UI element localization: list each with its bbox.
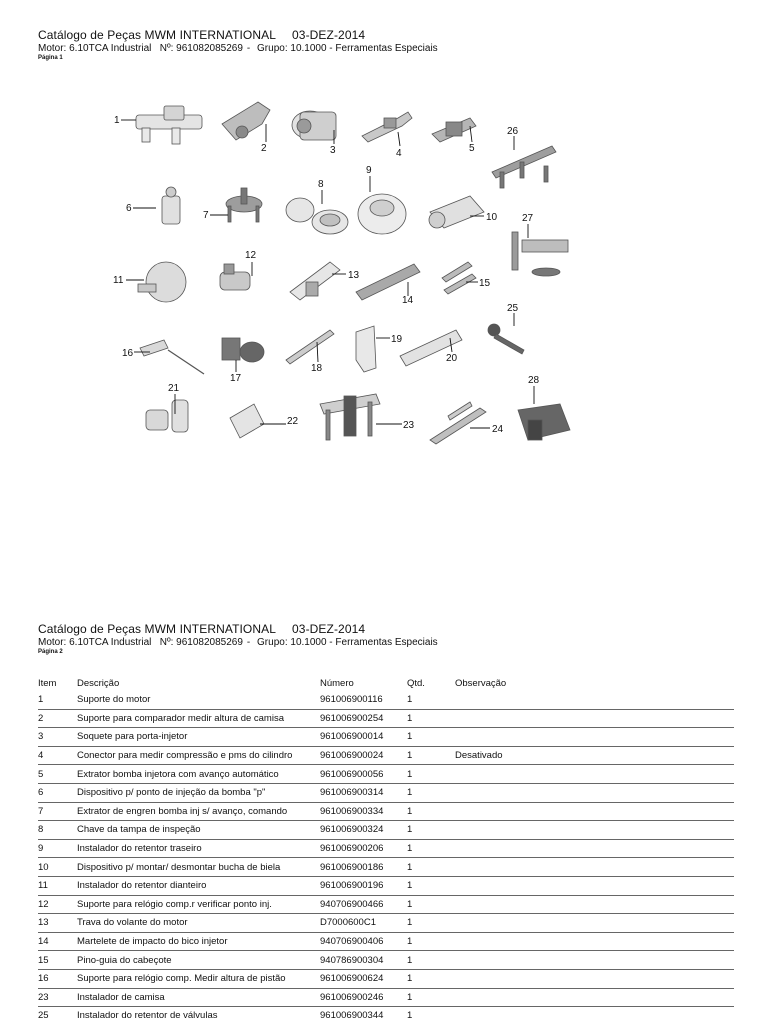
cell-qtd: 1 [407,839,455,858]
page2-header [38,622,438,655]
header-qtd: Qtd. [407,678,425,689]
tool-15-drawing [442,262,476,294]
cell-obs [455,876,734,895]
cell-qtd: 1 [407,691,455,709]
cell-item: 15 [38,951,77,970]
cell-item: 9 [38,839,77,858]
catalog-subtitle [38,637,438,648]
cell-item: 1 [38,691,77,709]
tool-13-drawing [290,262,340,300]
cell-descricao: Suporte para relógio comp. Medir altura de pistão [77,969,320,988]
cell-obs [455,802,734,821]
cell-descricao: Suporte do motor [77,691,320,709]
tool-16-drawing [140,340,204,374]
callout-27: 27 [522,213,534,224]
tool-9-drawing [358,194,406,234]
cell-descricao: Instalador de camisa [77,988,320,1007]
callout-4: 4 [396,148,402,159]
page-number: Página 2 [38,649,63,655]
cell-item: 4 [38,746,77,765]
cell-descricao: Instalador do retentor de válvulas [77,1010,218,1022]
tool-17-drawing [222,338,264,362]
callout-22: 22 [287,416,299,427]
tool-25-drawing [488,324,524,354]
callout-23: 23 [403,420,415,431]
cell-qtd: 1 [407,914,455,933]
table-row [38,765,734,784]
tool-12-drawing [220,264,250,290]
cell-numero: 961006900014 [320,728,407,747]
catalog-date: 03-DEZ-2014 [292,622,366,636]
cell-item: 8 [38,821,77,840]
header-obs: Observação [455,678,507,689]
table-row [38,746,734,765]
cell-qtd: 1 [407,969,455,988]
cell-numero: 961006900324 [320,821,407,840]
cell-descricao: Suporte para comparador medir altura de camisa [77,709,320,728]
cell-item: 11 [38,876,77,895]
cell-obs [455,969,734,988]
tool-5-drawing [432,118,476,142]
separator: - [246,637,251,648]
callout-24: 24 [492,424,504,435]
table-row [38,802,734,821]
cell-obs [455,858,734,877]
cell-obs [455,728,734,747]
callout-26: 26 [507,126,519,137]
callout-20: 20 [446,353,458,364]
table-row [38,858,734,877]
callout-13: 13 [348,270,360,281]
cell-obs [455,709,734,728]
cell-numero: 961006900344 [320,1010,384,1022]
cell-qtd: 1 [407,895,455,914]
cell-numero: 961006900246 [320,988,407,1007]
grupo-label: Grupo: 10.1000 - Ferramentas Especiais [257,637,438,648]
motor-label: Motor: 6.10TCA Industrial [38,637,152,648]
header-numero: Número [320,678,354,689]
tool-23-drawing [320,394,380,440]
tool-26-drawing [492,146,556,188]
cell-descricao: Extrator bomba injetora com avanço automático [77,765,320,784]
cell-descricao: Extrator de engren bomba inj s/ avanço, comando [77,802,320,821]
cell-numero: 961006900024 [320,746,407,765]
callout-10: 10 [486,212,498,223]
cell-descricao: Instalador do retentor dianteiro [77,876,320,895]
catalog-title [38,622,438,636]
cell-descricao: Trava do volante do motor [77,914,320,933]
cell-numero: 961006900334 [320,802,407,821]
cell-numero: 961006900056 [320,765,407,784]
table-header-row [38,676,734,691]
cell-qtd: 1 [407,821,455,840]
cell-obs [455,914,734,933]
tool-10-drawing [429,196,484,228]
cell-obs [455,951,734,970]
cell-numero: D7000600C1 [320,914,407,933]
cell-obs [455,691,734,709]
callout-28: 28 [528,375,540,386]
callout-3: 3 [330,145,336,156]
cell-qtd: 1 [407,709,455,728]
cell-qtd: 1 [407,728,455,747]
cell-item: 2 [38,709,77,728]
callout-6: 6 [126,203,132,214]
tool-21-drawing [146,400,188,432]
cell-item: 3 [38,728,77,747]
table-row [38,895,734,914]
cell-numero: 940706900406 [320,932,407,951]
cell-numero: 961006900186 [320,858,407,877]
cell-item: 10 [38,858,77,877]
cell-qtd: 1 [407,858,455,877]
callout-1: 1 [114,115,120,126]
tool-27-drawing [512,232,568,276]
cell-descricao: Suporte para relógio comp.r verificar ponto inj. [77,895,320,914]
callout-5: 5 [469,143,475,154]
catalog-name: Catálogo de Peças MWM INTERNATIONAL [38,28,277,42]
callout-12: 12 [245,250,257,261]
callout-15: 15 [479,278,491,289]
table-row [38,914,734,933]
cell-obs [455,1007,734,1025]
cell-numero: 940706900466 [320,895,407,914]
table-row [38,783,734,802]
cell-item: 16 [38,969,77,988]
callout-9: 9 [366,165,372,176]
motor-label: Motor: 6.10TCA Industrial [38,43,152,54]
parts-table [38,676,734,1025]
cell-obs [455,783,734,802]
tool-28-drawing [518,404,570,440]
cell-obs [455,932,734,951]
cell-qtd: 1 [407,765,455,784]
page-number: Página 1 [38,55,63,61]
callout-8: 8 [318,179,324,190]
cell-item: 7 [38,802,77,821]
cell-item: 14 [38,932,77,951]
cell-item: 25 [38,1010,49,1022]
cell-qtd: 1 [407,988,455,1007]
callout-19: 19 [391,334,403,345]
cell-descricao: Chave da tampa de inspeção [77,821,320,840]
tool-24-drawing [430,402,486,444]
header-item: Item [38,678,57,689]
cell-qtd: 1 [407,876,455,895]
callout-25: 25 [507,303,519,314]
cell-qtd: 1 [407,932,455,951]
table-row [38,932,734,951]
table-row [38,951,734,970]
callout-7: 7 [203,210,209,221]
cell-numero: 961006900116 [320,691,407,709]
callout-14: 14 [402,295,414,306]
numero-label: Nº: 961082085269 [159,43,243,54]
cell-numero: 961006900314 [320,783,407,802]
cell-descricao: Pino-guia do cabeçote [77,951,320,970]
tool-6-drawing [162,187,180,224]
tool-3-drawing [292,111,336,140]
callout-21: 21 [168,383,180,394]
cell-descricao: Soquete para porta-injetor [77,728,320,747]
cell-numero: 961006900254 [320,709,407,728]
cell-item: 23 [38,988,77,1007]
callout-2: 2 [261,143,267,154]
tool-7-drawing [226,188,262,222]
cell-numero: 940786900304 [320,951,407,970]
cell-item: 13 [38,914,77,933]
callout-18: 18 [311,363,323,374]
cell-obs: Desativado [455,746,734,765]
cell-obs [455,839,734,858]
table-row [38,728,734,747]
tool-18-drawing [286,330,334,364]
cell-numero: 961006900196 [320,876,407,895]
cell-numero: 961006900624 [320,969,407,988]
tool-1-drawing [136,106,202,144]
numero-label: Nº: 961082085269 [159,637,243,648]
cell-descricao: Instalador do retentor traseiro [77,839,320,858]
table-row [38,876,734,895]
tool-4-drawing [362,112,412,142]
cell-descricao: Dispositivo p/ montar/ desmontar bucha de biela [77,858,320,877]
table-row [38,988,734,1007]
table-row [38,691,734,709]
cell-descricao: Dispositivo p/ ponto de injeção da bomba "p" [77,783,320,802]
cell-item: 12 [38,895,77,914]
cell-item: 6 [38,783,77,802]
catalog-date: 03-DEZ-2014 [292,28,366,42]
cell-descricao: Martelete de impacto do bico injetor [77,932,320,951]
callout-17: 17 [230,373,242,384]
table-row [38,839,734,858]
header-descricao: Descrição [77,678,120,689]
cell-obs [455,988,734,1007]
cell-obs [455,765,734,784]
table-row [38,969,734,988]
tool-2-drawing [222,102,270,140]
table-row [38,821,734,840]
tool-19-drawing [356,326,376,372]
table-row [38,1007,734,1025]
tool-22-drawing [230,404,264,438]
cell-item: 5 [38,765,77,784]
cell-numero: 961006900206 [320,839,407,858]
cell-obs [455,895,734,914]
cell-obs [455,821,734,840]
catalog-name: Catálogo de Peças MWM INTERNATIONAL [38,622,277,636]
cell-qtd: 1 [407,783,455,802]
cell-qtd: 1 [407,746,455,765]
callout-16: 16 [122,348,134,359]
cell-descricao: Conector para medir compressão e pms do cilindro [77,746,320,765]
callout-11: 11 [113,275,124,286]
tool-8-drawing [286,198,348,234]
cell-qtd: 1 [407,951,455,970]
cell-qtd: 1 [407,802,455,821]
separator: - [246,43,251,54]
tool-11-drawing [138,262,186,302]
table-row [38,709,734,728]
grupo-label: Grupo: 10.1000 - Ferramentas Especiais [257,43,438,54]
cell-qtd: 1 [407,1010,413,1022]
